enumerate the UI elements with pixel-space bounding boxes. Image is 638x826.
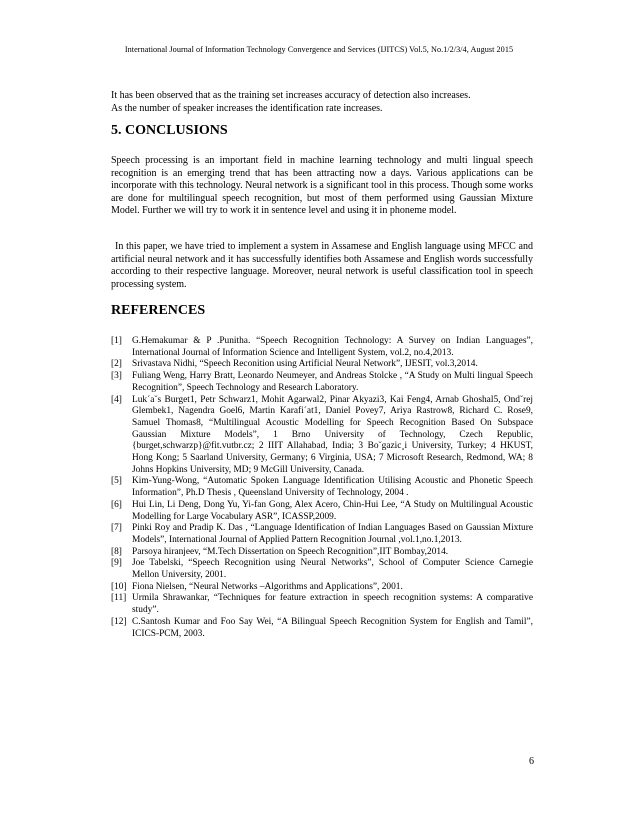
reference-item xyxy=(111,547,533,559)
reference-text: C.Santosh Kumar and Foo Say Wei, “A Bilingual Speech Recognition System for English and Tamil”, ICICS-PCM, 2003. xyxy=(132,616,533,639)
reference-item xyxy=(111,476,533,499)
conclusions-paragraph-1 xyxy=(111,155,533,218)
reference-number: [9] xyxy=(111,558,122,569)
reference-number: [1] xyxy=(111,336,122,346)
reference-text: Srivastava Nidhi, “Speech Reconition using Artificial Neural Network”, IJESIT, vol.3,2014. xyxy=(132,359,478,370)
reference-item xyxy=(111,336,533,359)
reference-text: G.Hemakumar & P .Punitha. “Speech Recognition Technology: A Survey on Indian Languages”, International Journal of Information Science and Intelligent System, vol.2, no.4,2013. xyxy=(132,336,533,358)
reference-list xyxy=(111,336,533,640)
reference-number: [7] xyxy=(111,523,122,534)
reference-item xyxy=(111,371,533,394)
paragraph-text: In this paper, we have tried to implement a system in Assamese and English language using MFCC and artificial neural network and it has successfully identifies both Assamese and English words successfully according to their respective language. Moreover, neural network is useful classification tool in speech processing system. xyxy=(111,241,533,290)
reference-number: [4] xyxy=(111,394,122,405)
intro-text xyxy=(111,90,533,115)
reference-text: Luk´a˘s Burget1, Petr Schwarz1, Mohit Agarwal2, Pinar Akyazi3, Kai Feng4, Arnab Ghoshal5, Ond˘rej Glembek1, Nagendra Goel6, Martin Karafi´at1, Daniel Povey7, Ariya Rastrow8, Richard C. Rose9, Samuel Thomas8, “Multilingual Acoustic Modelling for Speech Recognition Based On Subspace Gaussian Mixture Models”, 1 Brno University of Technology, Czech Republic, {burget,schwarzp}@fit.vutbr.cz; 2 IIIT Allahabad, India; 3 Bo˘gazic¸i University, Turkey; 4 HKUST, Hong Kong; 5 Saarland University, Germany; 6 Virginia, USA; 7 Microsoft Research, Redmond, WA; 8 Johns Hopkins University, MD; 9 McGill University, Canada. xyxy=(132,394,533,475)
reference-item xyxy=(111,359,533,371)
reference-number: [5] xyxy=(111,476,122,487)
conclusions-paragraph-2 xyxy=(111,241,533,291)
reference-text: Joe Tabelski, “Speech Recognition using Neural Networks”, School of Computer Science Carnegie Mellon University, 2001. xyxy=(132,558,533,581)
reference-number: [3] xyxy=(111,371,122,382)
reference-number: [11] xyxy=(111,593,127,604)
reference-text: Hui Lin, Li Deng, Dong Yu, Yi-fan Gong, Alex Acero, Chin-Hui Lee, “A Study on Multilingual Acoustic Modelling for Large Vocabulary ASR”, ICASSP,2009. xyxy=(132,499,533,522)
reference-number: [2] xyxy=(111,359,122,370)
intro-line-2: As the number of speaker increases the identification rate increases. xyxy=(111,102,383,114)
reference-number: [6] xyxy=(111,499,122,510)
reference-item xyxy=(111,395,533,477)
references-heading: REFERENCES xyxy=(111,303,206,318)
reference-number: [8] xyxy=(111,546,122,557)
reference-item xyxy=(111,617,533,640)
intro-line-1: It has been observed that as the training set increases accuracy of detection also increases. xyxy=(111,90,471,101)
reference-item xyxy=(111,582,533,594)
running-header: International Journal of Information Technology Convergence and Services (IJITCS) Vol.5, No.1/2/3/4, August 2015 xyxy=(124,45,514,54)
page-number: 6 xyxy=(529,756,534,767)
reference-item xyxy=(111,558,533,581)
conclusions-heading: 5. CONCLUSIONS xyxy=(111,123,228,138)
reference-text: Fuliang Weng, Harry Bratt, Leonardo Neumeyer, and Andreas Stolcke , “A Study on Multi lingual Speech Recognition”, Speech Technology and Research Laboratory. xyxy=(132,371,533,393)
reference-number: [12] xyxy=(111,616,127,627)
reference-item xyxy=(111,523,533,546)
reference-item xyxy=(111,500,533,523)
reference-number: [10] xyxy=(111,581,127,592)
reference-text: Pinki Roy and Pradip K. Das , “Language Identification of Indian Languages Based on Gaussian Mixture Models”, International Journal of Applied Pattern Recognition Journal ,vol.1,no.1,2013. xyxy=(132,523,533,545)
reference-text: Fiona Nielsen, “Neural Networks –Algorithms and Applications”, 2001. xyxy=(132,581,403,592)
reference-text: Kim-Yung-Wong, “Automatic Spoken Language Identification Utilising Acoustic and Phonetic Speech Information”, Ph.D Thesis , Queensland University of Technology, 2004 . xyxy=(132,476,533,499)
reference-item xyxy=(111,593,533,616)
reference-text: Urmila Shrawankar, “Techniques for feature extraction in speech recognition systems: A comparative study”. xyxy=(132,593,533,616)
paragraph-text: Speech processing is an important field in machine learning technology and multi lingual speech recognition is an emerging trend that has been attracting now a days. Various applications can be incorporate with this technology. Neural network is a significant tool in this process. Though some works are done for multilingual speech recognition, but most of them performed using Gaussian Mixture Model. Further we will try to work it in sentence level and using it in phoneme model. xyxy=(111,155,533,216)
reference-text: Parsoya hiranjeev, “M.Tech Dissertation on Speech Recognition”,IIT Bombay,2014. xyxy=(132,546,449,557)
